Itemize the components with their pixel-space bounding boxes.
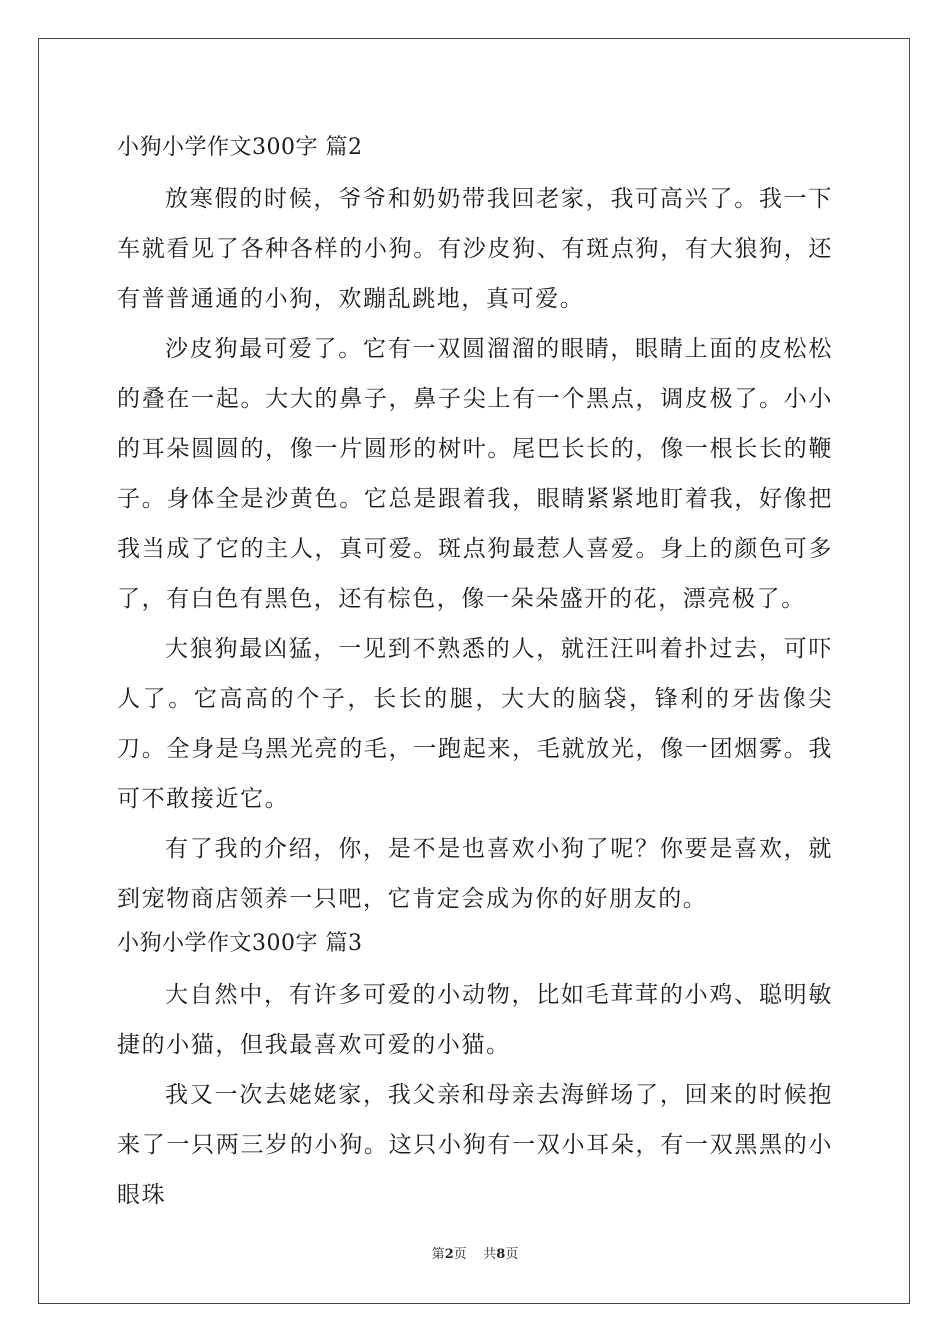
footer-middle: 页 共 <box>453 1247 497 1262</box>
paragraph: 有了我的介绍，你，是不是也喜欢小狗了呢？你要是喜欢，就到宠物商店领养一只吧，它肯定会成为你的好朋友的。 <box>117 836 833 912</box>
section-heading: 小狗小学作文300字 篇2 <box>117 135 363 160</box>
paragraph: 沙皮狗最可爱了。它有一双圆溜溜的眼睛，眼睛上面的皮松松的叠在一起。大大的鼻子，鼻子尖上有一个黑点，调皮极了。小小的耳朵圆圆的，像一片圆形的树叶。尾巴长长的，像一根长长的鞭子。身体全是沙黄色。它总是跟着我，眼睛紧紧地盯着我，好像把我当成了它的主人，真可爱。斑点狗最惹人喜爱。身上的颜色可多了，有白色有黑色，还有棕色，像一朵朵盛开的花，漂亮极了。 <box>117 336 833 612</box>
document-body <box>117 128 833 1220</box>
section-2 <box>117 128 833 924</box>
paragraph: 放寒假的时候，爷爷和奶奶带我回老家，我可高兴了。我一下车就看见了各种各样的小狗。有沙皮狗、有斑点狗，有大狼狗，还有普普通通的小狗，欢蹦乱跳地，真可爱。 <box>117 186 833 312</box>
page-footer <box>0 1246 950 1264</box>
paragraph: 我又一次去姥姥家，我父亲和母亲去海鲜场了，回来的时候抱来了一只两三岁的小狗。这只小狗有一双小耳朵，有一双黑黑的小眼珠 <box>117 1082 833 1208</box>
current-page-number: 2 <box>444 1247 454 1262</box>
footer-prefix: 第 <box>431 1247 445 1262</box>
section-heading: 小狗小学作文300字 篇3 <box>117 931 363 956</box>
section-3 <box>117 924 833 1220</box>
footer-suffix: 页 <box>505 1247 519 1262</box>
total-page-count: 8 <box>496 1247 506 1262</box>
paragraph: 大狼狗最凶猛，一见到不熟悉的人，就汪汪叫着扑过去，可吓人了。它高高的个子，长长的腿，大大的脑袋，锋利的牙齿像尖刀。全身是乌黑光亮的毛，一跑起来，毛就放光，像一团烟雾。我可不敢接近它。 <box>117 636 833 812</box>
paragraph: 大自然中，有许多可爱的小动物，比如毛茸茸的小鸡、聪明敏捷的小猫，但我最喜欢可爱的小猫。 <box>117 982 833 1058</box>
